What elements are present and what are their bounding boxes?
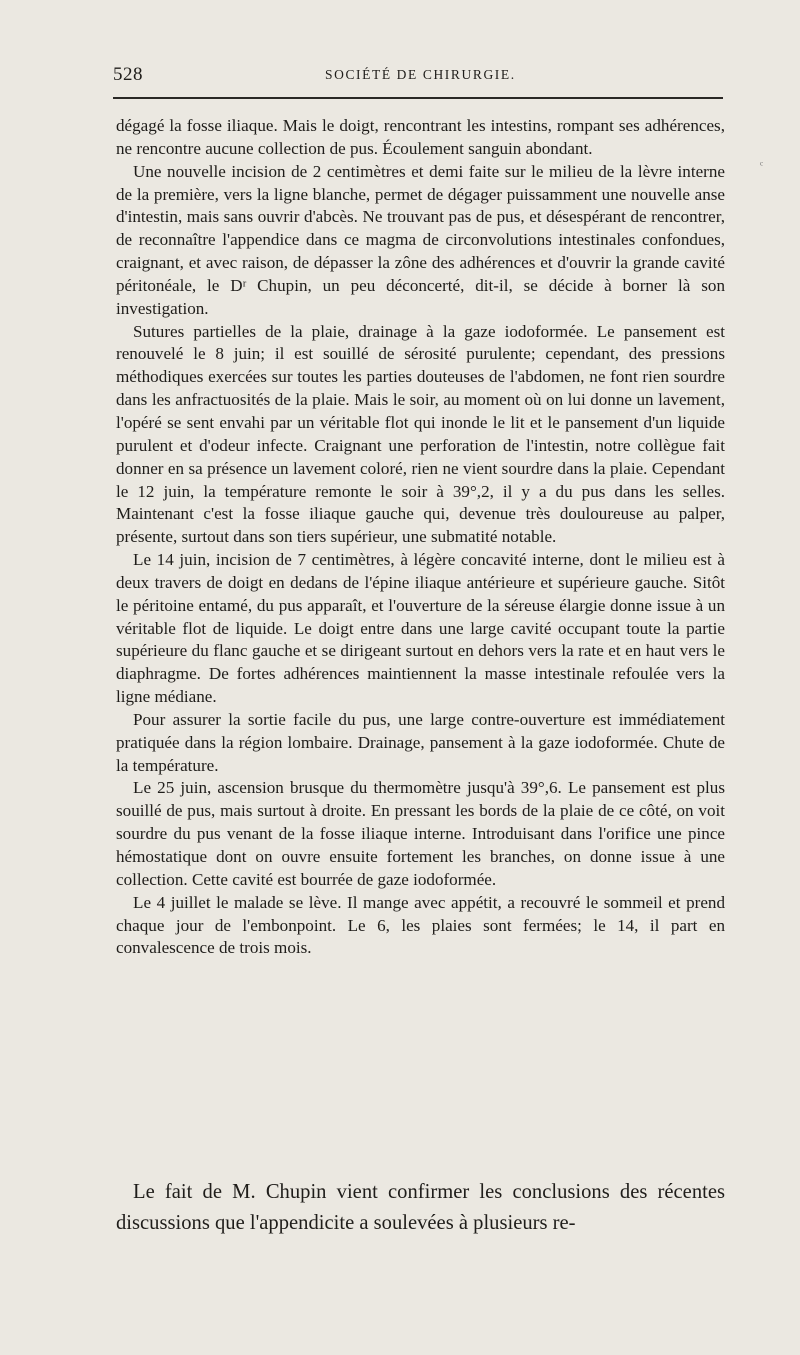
running-header [113,62,723,86]
paragraph: Pour assurer la sortie facile du pus, une large contre-ouverture est immédiatement pratiquée dans la région lombaire. Drainage, pansement à la gaze iodoformée. Chute de la température. [116,709,725,775]
running-title: SOCIÉTÉ DE CHIRURGIE. [325,67,516,82]
closing-paragraph: Le fait de M. Chupin vient confirmer les conclusions des récentes discussions que l'appendicite a soulevées à plusieurs re- [116,1181,725,1234]
closing-text [116,1177,725,1239]
paragraph: Le 14 juin, incision de 7 centimètres, à légère concavité interne, dont le milieu est à deux travers de doigt en dedans de l'épine iliaque antérieure et supérieure gauche. Sitôt le péritoine entamé, du pus apparaît, et l'ouverture de la séreuse élargie donne issue à un véritable flot de liquide. Le doigt entre dans une large cavité occupant toute la partie supérieure du flanc gauche et se dirigeant surtout en dehors vers la rate et en haut vers le diaphragme. De fortes adhérences maintiennent la masse intestinale refoulée vers la ligne médiane. [116,550,725,707]
page-number: 528 [113,64,143,85]
paragraph: Une nouvelle incision de 2 centimètres et demi faite sur le milieu de la lèvre interne de la première, vers la ligne blanche, permet de dégager puissamment une nouvelle anse d'intestin, mais sans ouvrir d'abcès. Ne trouvant pas de pus, et désespérant de rencontrer, de reconnaître l'appendice dans ce magma de circonvolutions intestinales confondues, craignant, et avec raison, de dépasser la zône des adhérences et d'ouvrir la grande cavité péritonéale, le Dʳ Chupin, un peu déconcerté, dit-il, se décide à borner là son investigation. [116,161,725,318]
paragraph: Sutures partielles de la plaie, drainage à la gaze iodoformée. Le pansement est renouvelé le 8 juin; il est souillé de sérosité purulente; cependant, des pressions méthodiques exercées sur toutes les parties douteuses de l'abdomen, ne font rien sourdre dans les anfractuosités de la plaie. Mais le soir, au moment où on lui donne un lavement, l'opéré se sent envahi par un véritable flot qui inonde le lit et le pansement d'un liquide purulent et d'odeur infecte. Craignant une perforation de l'intestin, notre collègue fait donner en sa présence un lavement coloré, rien ne vient sourdre dans la plaie. Cependant le 12 juin, la température remonte le soir à 39°,2, il y a du pus dans les selles. Maintenant c'est la fosse iliaque gauche qui, devenue très douloureuse au palper, présente, surtout dans son tiers supérieur, une submatité notable. [116,321,725,547]
paragraph: Le 4 juillet le malade se lève. Il mange avec appétit, a recouvré le sommeil et prend chaque jour de l'embonpoint. Le 6, les plaies sont fermées; le 14, il part en convalescence de trois mois. [116,892,725,958]
body-text [116,115,725,960]
header-rule [113,97,723,99]
margin-mark: ᶜ [760,158,764,172]
paragraph: Le 25 juin, ascension brusque du thermomètre jusqu'à 39°,6. Le pansement est plus souillé de pus, mais surtout à droite. En pressant les bords de la plaie de ce côté, on voit sourdre du pus venant de la fosse iliaque interne. Introduisant dans l'orifice une pince hémostatique dont on ouvre ensuite fortement les branches, on donne issue à une collection. Cette cavité est bourrée de gaze iodoformée. [116,778,725,889]
paragraph: dégagé la fosse iliaque. Mais le doigt, rencontrant les intestins, rompant ses adhérences, ne rencontre aucune collection de pus. Écoulement sanguin abondant. [116,116,725,158]
